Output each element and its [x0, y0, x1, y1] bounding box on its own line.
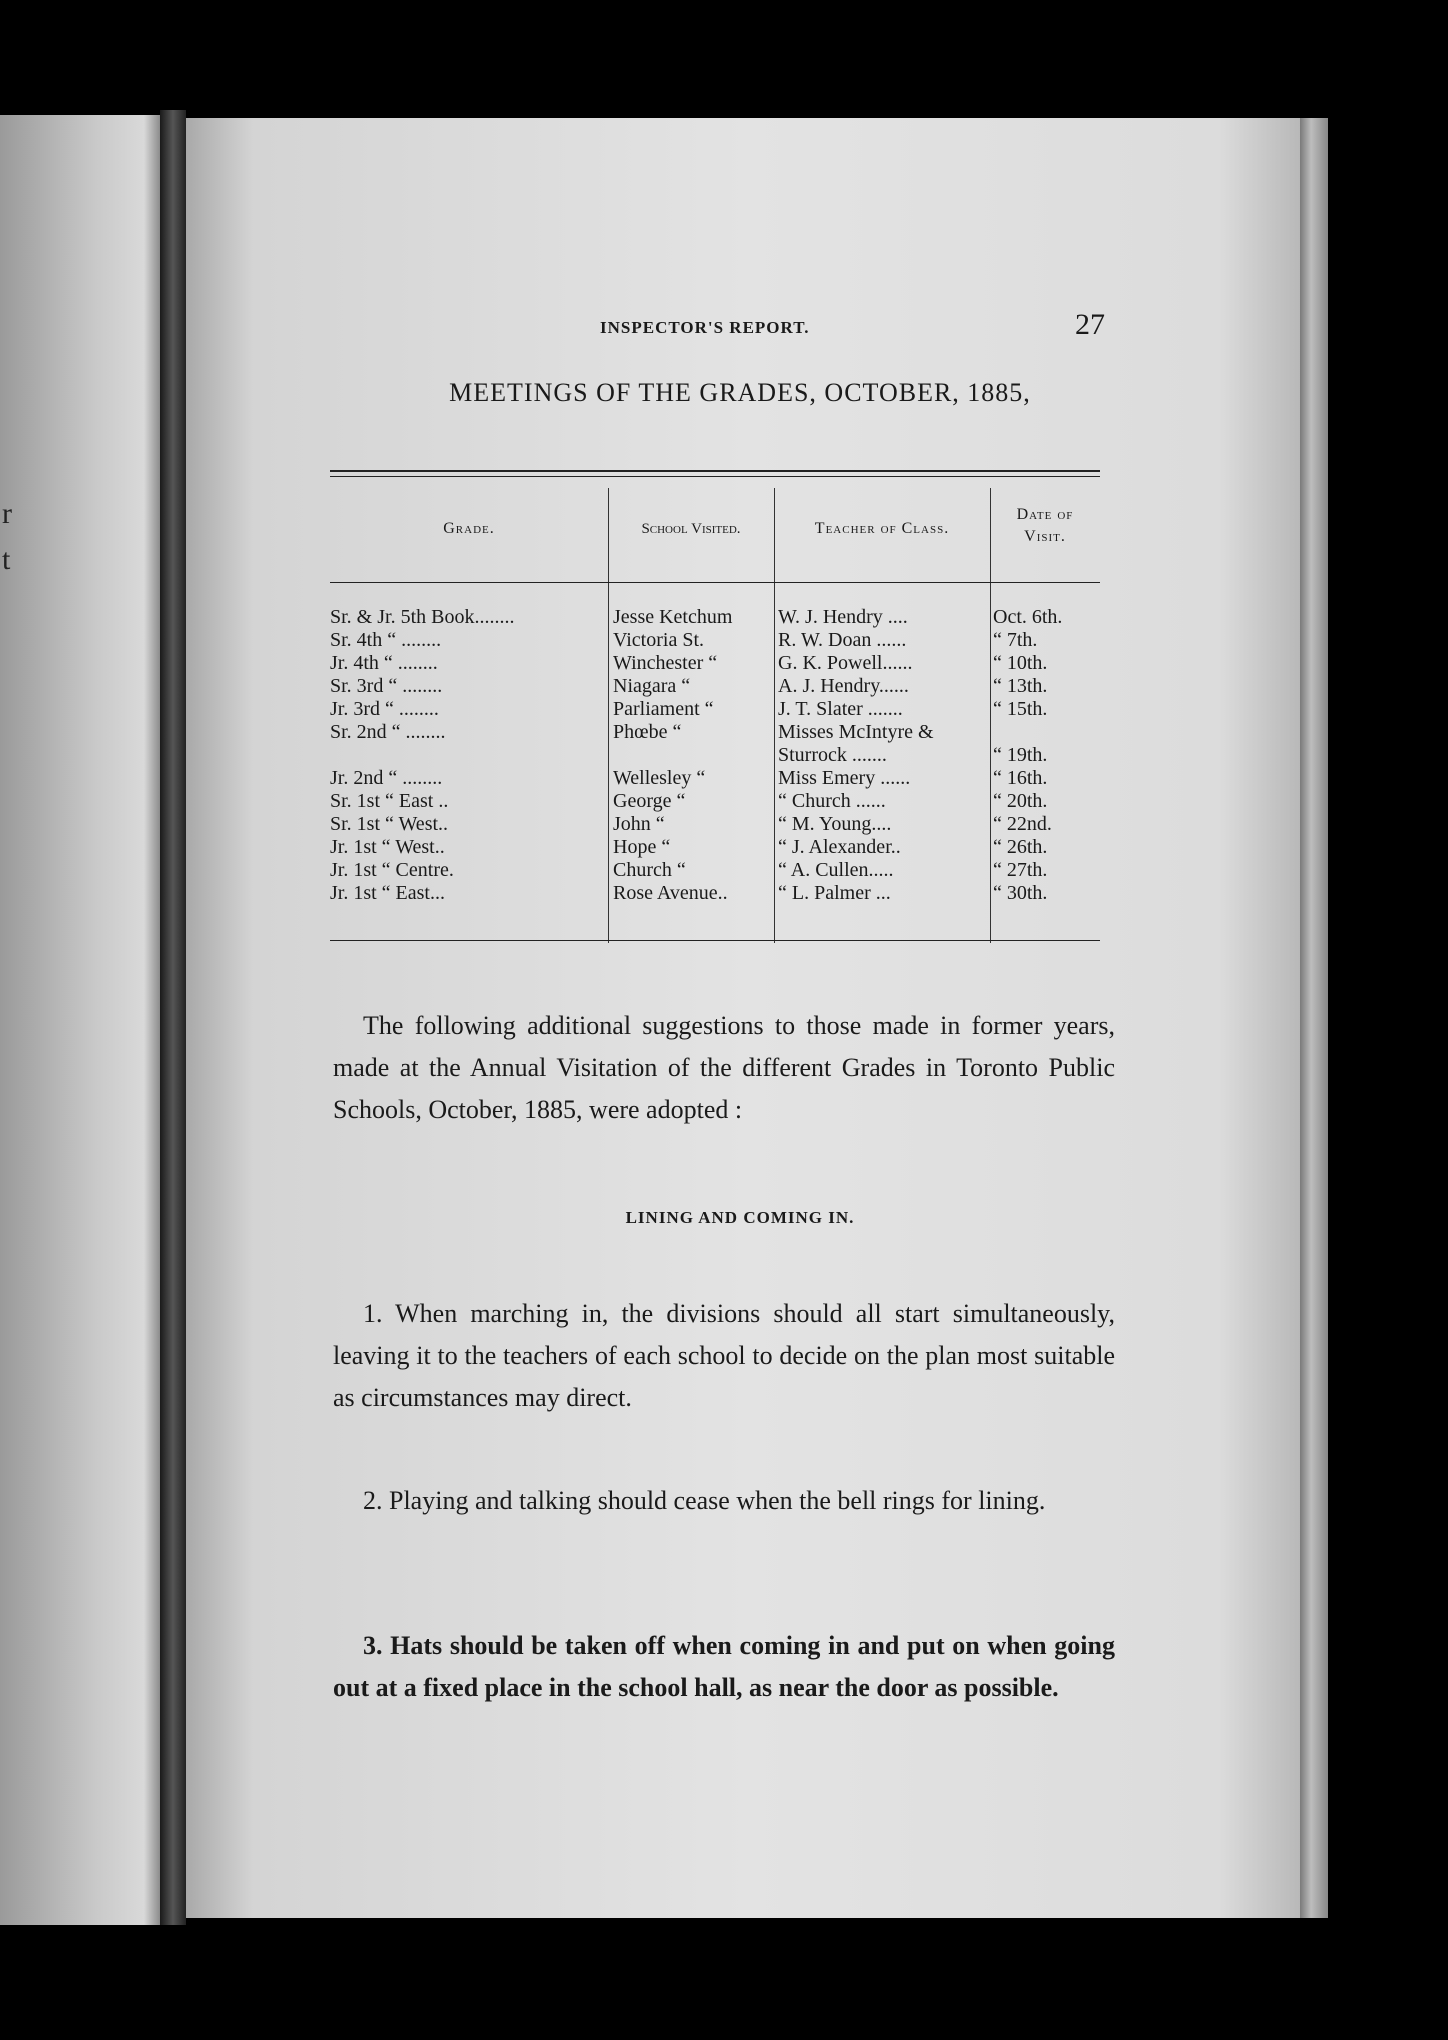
- table-row: [330, 882, 1100, 905]
- table-row: [330, 721, 1100, 744]
- cell-school: Winchester “: [613, 652, 718, 674]
- table-row: [330, 744, 1100, 767]
- cell-teacher: Misses McIntyre &: [778, 721, 934, 743]
- table-row: [330, 629, 1100, 652]
- header-date-line2: Visit.: [1024, 528, 1066, 545]
- header-rule: [330, 582, 1100, 583]
- cell-grade: Jr. 1st “ East...: [330, 882, 445, 904]
- cell-teacher: Miss Emery ......: [778, 767, 911, 789]
- page-edge: [1300, 118, 1328, 1918]
- cell-teacher: A. J. Hendry......: [778, 675, 909, 697]
- cell-grade: Sr. 1st “ East ..: [330, 790, 449, 812]
- cell-teacher: W. J. Hendry ....: [778, 606, 908, 628]
- header-school: School Visited.: [641, 521, 741, 537]
- section-heading: LINING AND COMING IN.: [625, 1208, 855, 1227]
- cell-grade: Jr. 4th “ ........: [330, 652, 438, 674]
- cell-grade: Sr. & Jr. 5th Book........: [330, 606, 515, 628]
- cell-teacher: R. W. Doan ......: [778, 629, 907, 651]
- cell-teacher: J. T. Slater .......: [778, 698, 903, 720]
- left-page-letter-r: r: [2, 497, 12, 530]
- table-row: [330, 675, 1100, 698]
- running-head: INSPECTOR'S REPORT.: [600, 318, 810, 337]
- cell-school: Church “: [613, 859, 686, 881]
- cell-grade: Sr. 2nd “ ........: [330, 721, 446, 743]
- cell-teacher: G. K. Powell......: [778, 652, 913, 674]
- table-row: [330, 767, 1100, 790]
- cell-date: “ 20th.: [993, 790, 1048, 812]
- cell-date: “ 22nd.: [993, 813, 1052, 835]
- cell-date: “ 16th.: [993, 767, 1048, 789]
- cell-teacher: “ M. Young....: [778, 813, 892, 835]
- table-bottom-rule: [330, 940, 1100, 941]
- cell-school: Phœbe “: [613, 721, 682, 743]
- grades-table: [330, 470, 1100, 945]
- cell-teacher: “ L. Palmer ...: [778, 882, 891, 904]
- cell-school: Niagara “: [613, 675, 691, 697]
- table-top-rule-inner: [330, 476, 1100, 477]
- cell-teacher: “ A. Cullen.....: [778, 859, 894, 881]
- cell-school: Victoria St.: [613, 629, 705, 651]
- book-gutter: [160, 110, 186, 1925]
- rule-3: 3. Hats should be taken off when coming in and put on when going out at a fixed place in the school hall, as near the door as possible.: [333, 1631, 1115, 1702]
- page-title: MEETINGS OF THE GRADES, OCTOBER, 1885,: [449, 378, 1031, 407]
- intro-paragraph: The following additional suggestions to those made in former years, made at the Annual Visitation of the different Grades in Toronto Public Schools, October, 1885, were adopted :: [333, 1011, 1115, 1124]
- cell-grade: Jr. 1st “ Centre.: [330, 859, 454, 881]
- cell-date: Oct. 6th.: [993, 606, 1063, 628]
- table-row: [330, 652, 1100, 675]
- cell-school: George “: [613, 790, 686, 812]
- table-row: [330, 698, 1100, 721]
- cell-grade: Jr. 2nd “ ........: [330, 767, 443, 789]
- table-row: [330, 606, 1100, 629]
- header-teacher: Teacher of Class.: [814, 520, 950, 537]
- cell-date: “ 7th.: [993, 629, 1038, 651]
- cell-school: Rose Avenue..: [613, 882, 728, 904]
- rule-1: 1. When marching in, the divisions should all start simultaneously, leaving it to the teachers of each school to decide on the plan most suitable as circumstances may direct.: [333, 1299, 1115, 1412]
- header-grade: Grade.: [443, 520, 495, 537]
- header-date-line1: Date of: [1016, 506, 1074, 523]
- cell-school: Parliament “: [613, 698, 714, 720]
- page-number: 27: [1075, 308, 1105, 341]
- table-row: [330, 859, 1100, 882]
- table-row: [330, 813, 1100, 836]
- cell-grade: Jr. 1st “ West..: [330, 836, 445, 858]
- cell-school: Hope “: [613, 836, 671, 858]
- cell-teacher: “ J. Alexander..: [778, 836, 901, 858]
- cell-grade: Jr. 3rd “ ........: [330, 698, 439, 720]
- cell-grade: Sr. 1st “ West..: [330, 813, 449, 835]
- cell-date: “ 27th.: [993, 859, 1048, 881]
- cell-date: “ 13th.: [993, 675, 1048, 697]
- table-row: [330, 790, 1100, 813]
- cell-date: “ 19th.: [993, 744, 1048, 766]
- left-page-letter-t: t: [2, 543, 11, 576]
- table-top-rule: [330, 470, 1100, 472]
- cell-school: John “: [613, 813, 665, 835]
- cell-grade: Sr. 3rd “ ........: [330, 675, 443, 697]
- cell-date: “ 15th.: [993, 698, 1048, 720]
- cell-school: Jesse Ketchum: [613, 606, 733, 628]
- cell-date: “ 30th.: [993, 882, 1048, 904]
- cell-teacher: “ Church ......: [778, 790, 886, 812]
- cell-school: Wellesley “: [613, 767, 706, 789]
- table-row: [330, 836, 1100, 859]
- cell-grade: Sr. 4th “ ........: [330, 629, 442, 651]
- cell-teacher: Sturrock .......: [778, 744, 887, 766]
- cell-date: “ 10th.: [993, 652, 1048, 674]
- left-page-fragment: [0, 115, 160, 1925]
- rule-2: 2. Playing and talking should cease when the bell rings for lining.: [363, 1486, 1046, 1515]
- cell-date: “ 26th.: [993, 836, 1048, 858]
